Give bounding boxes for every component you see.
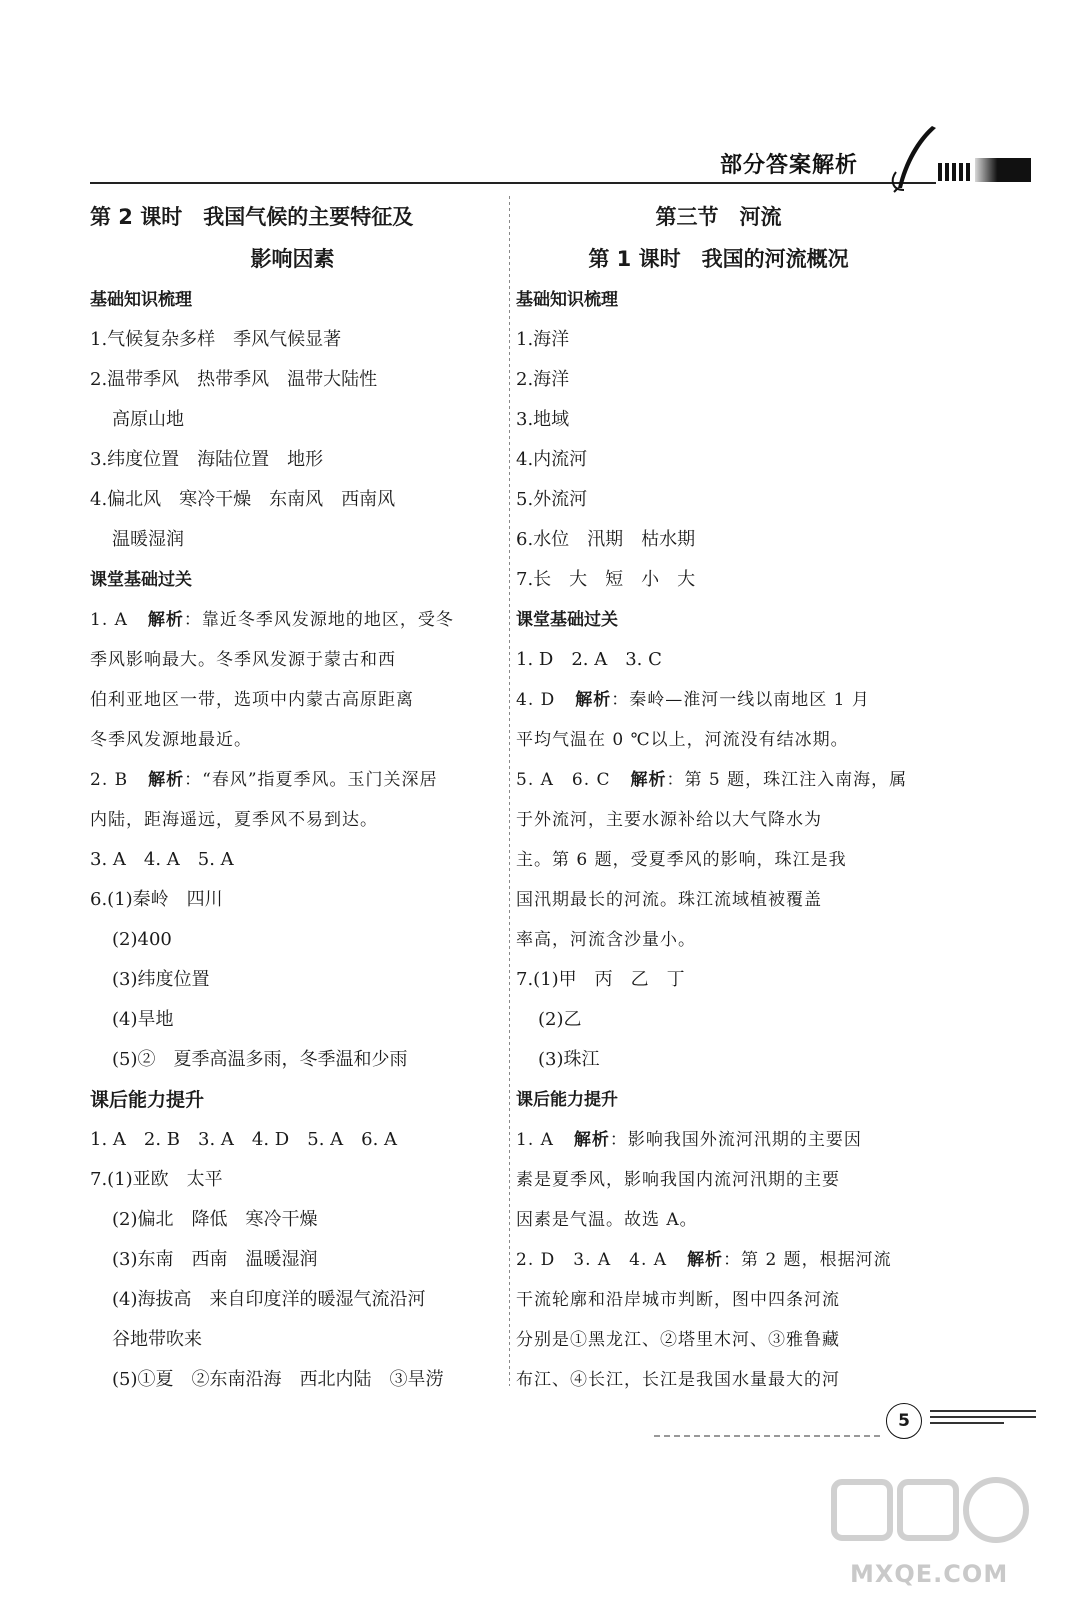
answer-line: (3)纬度位置 (112, 969, 210, 990)
analysis-label: 解析 (575, 690, 612, 710)
answer-line: 4.偏北风 寒冷干燥 东南风 西南风 (90, 489, 396, 510)
lesson-title (90, 196, 495, 280)
analysis-label: 解析 (148, 770, 185, 790)
answer-number: 4. D (516, 690, 556, 710)
answer-line: 1. D 2. A 3. C (516, 649, 662, 670)
lesson-title-line2: 影响因素 (250, 247, 335, 271)
answer-line: 7.(1)亚欧 太平 (90, 1169, 223, 1190)
lesson-title-line1: 第 2 课时 我国气候的主要特征及 (90, 205, 414, 229)
analysis-text: 率高，河流含沙量小。 (516, 930, 696, 950)
answer-number: 2. D 3. A 4. A (516, 1250, 668, 1270)
answer-line: (3)珠江 (538, 1049, 600, 1070)
analysis-label: 解析 (147, 610, 184, 630)
page-number: 5 (886, 1403, 922, 1439)
page-number-badge (886, 1403, 922, 1439)
answer-line: 3. A 4. A 5. A (90, 849, 234, 870)
analysis-text: 素是夏季风，影响我国内流河汛期的主要 (516, 1170, 840, 1190)
section-basic-knowledge: 基础知识梳理 (90, 290, 192, 310)
right-column (516, 196, 921, 1400)
answer-line: 7.(1)甲 丙 乙 丁 (516, 969, 685, 990)
section-classroom: 课堂基础过关 (90, 570, 192, 590)
answer-line: 1.气候复杂多样 季风气候显著 (90, 329, 342, 350)
answer-line: (4)海拔高 来自印度洋的暖湿气流沿河 (112, 1289, 426, 1310)
analysis-text: 主。第 6 题，受夏季风的影响，珠江是我 (516, 850, 847, 870)
section-heading: 第三节 河流 (655, 205, 782, 229)
analysis-text: 干流轮廓和沿岸城市判断，图中四条河流 (516, 1290, 840, 1310)
answer-line: 7.长 大 短 小 大 (516, 569, 696, 590)
analysis-text: ：影响我国外流河汛期的主要因 (609, 1130, 862, 1150)
quill-icon (888, 124, 942, 194)
answer-line (516, 760, 921, 800)
answer-line: 2.温带季风 热带季风 温带大陆性 (90, 369, 378, 390)
header-rule (90, 182, 936, 184)
analysis-text: ：第 5 题，珠江注入南海，属 (666, 770, 908, 790)
lesson-title: 第 1 课时 我国的河流概况 (588, 247, 849, 271)
watermark-text: MXQE.COM (850, 1560, 1009, 1588)
analysis-label: 解析 (687, 1250, 724, 1270)
analysis-text: 因素是气温。故选 A。 (516, 1210, 698, 1230)
answer-line: 高原山地 (112, 409, 184, 430)
analysis-text: ：秦岭—淮河一线以南地区 1 月 (611, 690, 870, 710)
analysis-text: 分别是①黑龙江、②塔里木河、③雅鲁藏 (516, 1330, 840, 1350)
analysis-text: ：“春风”指夏季风。玉门关深居 (184, 770, 438, 790)
answer-line (90, 760, 495, 800)
answer-line: (2)乙 (538, 1009, 582, 1030)
section-classroom: 课堂基础过关 (516, 610, 618, 630)
answer-line (516, 680, 921, 720)
analysis-text: 平均气温在 0 ℃以上，河流没有结冰期。 (516, 730, 849, 750)
answer-number: 5. A 6. C (516, 770, 611, 790)
answer-line: (3)东南 西南 温暖湿润 (112, 1249, 318, 1270)
left-column (90, 196, 495, 1400)
column-divider (509, 196, 510, 1386)
section-after-class: 课后能力提升 (516, 1090, 618, 1110)
answer-line: (4)旱地 (112, 1009, 174, 1030)
answer-line: 2.海洋 (516, 369, 570, 390)
analysis-text: 伯利亚地区一带，选项中内蒙古高原距离 (90, 690, 414, 710)
section-after-class: 课后能力提升 (90, 1089, 205, 1111)
analysis-text: 布江、④长江，长江是我国水量最大的河 (516, 1370, 840, 1390)
answer-line: 4.内流河 (516, 449, 588, 470)
answer-line (516, 1120, 921, 1160)
answer-line: 谷地带吹来 (112, 1329, 202, 1350)
answer-line: 6.(1)秦岭 四川 (90, 889, 223, 910)
answer-number: 1. A (516, 1130, 554, 1150)
header-bar (975, 158, 1031, 182)
answer-line: (5)①夏 ②东南沿海 西北内陆 ③旱涝 (112, 1369, 444, 1390)
analysis-text: 于外流河，主要水源补给以大气降水为 (516, 810, 822, 830)
header-stripes (938, 163, 974, 181)
answer-line (516, 1240, 921, 1280)
analysis-text: ：第 2 题，根据河流 (723, 1250, 892, 1270)
answer-line: (2)400 (112, 929, 172, 950)
section-basic-knowledge: 基础知识梳理 (516, 290, 618, 310)
answer-line: 1. A 2. B 3. A 4. D 5. A 6. A (90, 1129, 398, 1150)
analysis-text: 国汛期最长的河流。珠江流域植被覆盖 (516, 890, 822, 910)
analysis-text: 内陆，距海遥远，夏季风不易到达。 (90, 810, 378, 830)
analysis-text: ：靠近冬季风发源地的地区，受冬 (183, 610, 454, 630)
answer-line: 5.外流河 (516, 489, 588, 510)
answer-line: (2)偏北 降低 寒冷干燥 (112, 1209, 318, 1230)
footer-lines (930, 1410, 1036, 1430)
analysis-text: 季风影响最大。冬季风发源于蒙古和西 (90, 650, 396, 670)
analysis-text: 冬季风发源地最近。 (90, 730, 252, 750)
analysis-label: 解析 (573, 1130, 610, 1150)
answer-line: 3.地域 (516, 409, 570, 430)
answer-number: 2. B (90, 770, 129, 790)
answer-number: 1. A (90, 610, 128, 630)
answer-line: 3.纬度位置 海陆位置 地形 (90, 449, 324, 470)
answer-line: 6.水位 汛期 枯水期 (516, 529, 696, 550)
answer-line: 1.海洋 (516, 329, 570, 350)
answer-line: 温暖湿润 (112, 529, 184, 550)
answer-line: (5)② 夏季高温多雨，冬季温和少雨 (112, 1049, 408, 1070)
answer-line (90, 600, 495, 640)
header-title: 部分答案解析 (720, 153, 859, 178)
footer-dashes (654, 1435, 884, 1437)
analysis-label: 解析 (630, 770, 667, 790)
